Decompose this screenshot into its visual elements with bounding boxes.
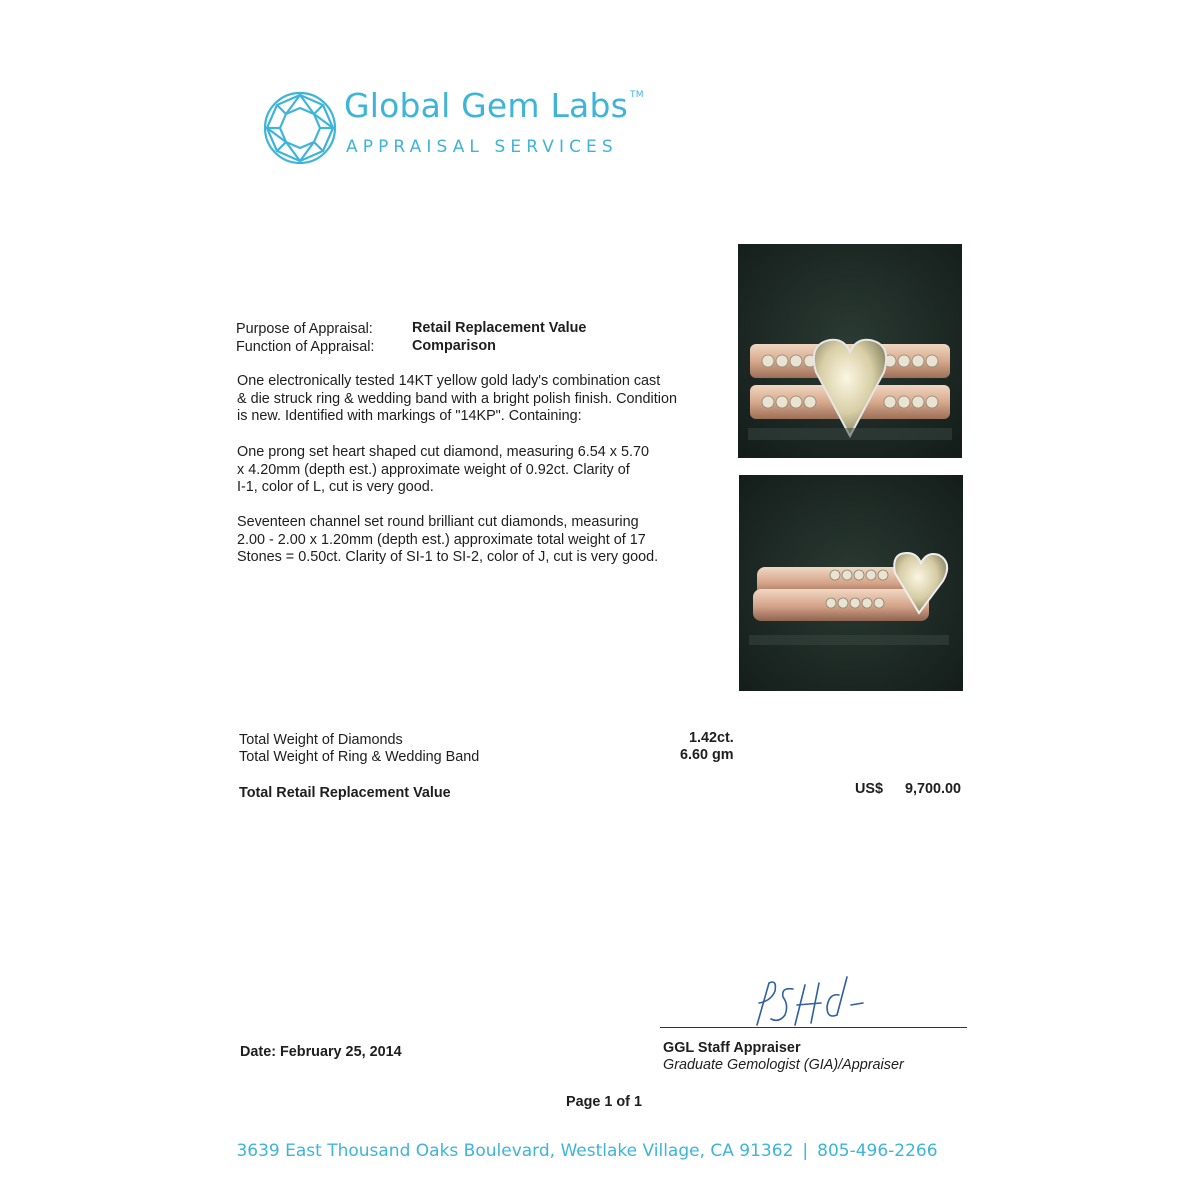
total-weight-ring-label: Total Weight of Ring & Wedding Band [239,749,480,765]
total-weight-diamonds-value: 1.42ct. [689,730,734,746]
description-line: x 4.20mm (depth est.) approximate weight of 0.92ct. Clarity of [237,461,630,478]
function-label: Function of Appraisal: [236,339,375,355]
description-line: I-1, color of L, cut is very good. [237,479,434,495]
description-channel-diamonds [237,514,658,567]
function-value: Comparison [412,338,496,354]
page-number: Page 1 of 1 [566,1094,642,1110]
description-line: One electronically tested 14KT yellow gold lady's combination cast [237,373,661,389]
brand-name-text: Global Gem Labs [344,86,629,125]
appraiser-name: GGL Staff Appraiser [663,1040,801,1056]
ring-photo-front [738,244,962,458]
total-retail-value-amount: 9,700.00 [905,781,962,797]
footer-address: 3639 East Thousand Oaks Boulevard, Westlake Village, CA 91362 [236,1141,794,1161]
purpose-label: Purpose of Appraisal: [236,321,373,337]
description-line: 2.00 - 2.00 x 1.20mm (depth est.) approximate total weight of 17 [237,531,646,548]
appraiser-title: Graduate Gemologist (GIA)/Appraiser [663,1057,904,1073]
brand-name [344,86,644,125]
appraisal-date: Date: February 25, 2014 [240,1044,402,1060]
description-center-diamond [237,444,649,497]
footer-contact [0,1141,1174,1161]
description-line: One prong set heart shaped cut diamond, measuring 6.54 x 5.70 [237,444,649,460]
footer-phone: 805-496-2266 [817,1141,938,1161]
diamond-icon [262,90,338,166]
total-weight-diamonds-label: Total Weight of Diamonds [239,732,403,748]
trademark-mark: TM [630,90,644,100]
ring-photo-side [739,475,963,691]
purpose-value: Retail Replacement Value [412,320,587,336]
description-line: & die struck ring & wedding band with a bright polish finish. Condition [237,390,677,407]
total-weight-ring-value: 6.60 gm [680,747,734,763]
currency-label: US$ [855,781,883,797]
description-line: is new. Identified with markings of "14KP". Containing: [237,408,582,424]
signature-image [735,975,875,1035]
footer-separator: | [802,1141,809,1161]
total-retail-value-label: Total Retail Replacement Value [239,785,451,801]
signature-line [660,1027,967,1028]
description-ring [237,373,677,426]
description-line: Seventeen channel set round brilliant cut diamonds, measuring [237,514,639,530]
brand-subtitle: APPRAISAL SERVICES [346,137,618,157]
description-line: Stones = 0.50ct. Clarity of SI-1 to SI-2, color of J, cut is very good. [237,549,659,565]
